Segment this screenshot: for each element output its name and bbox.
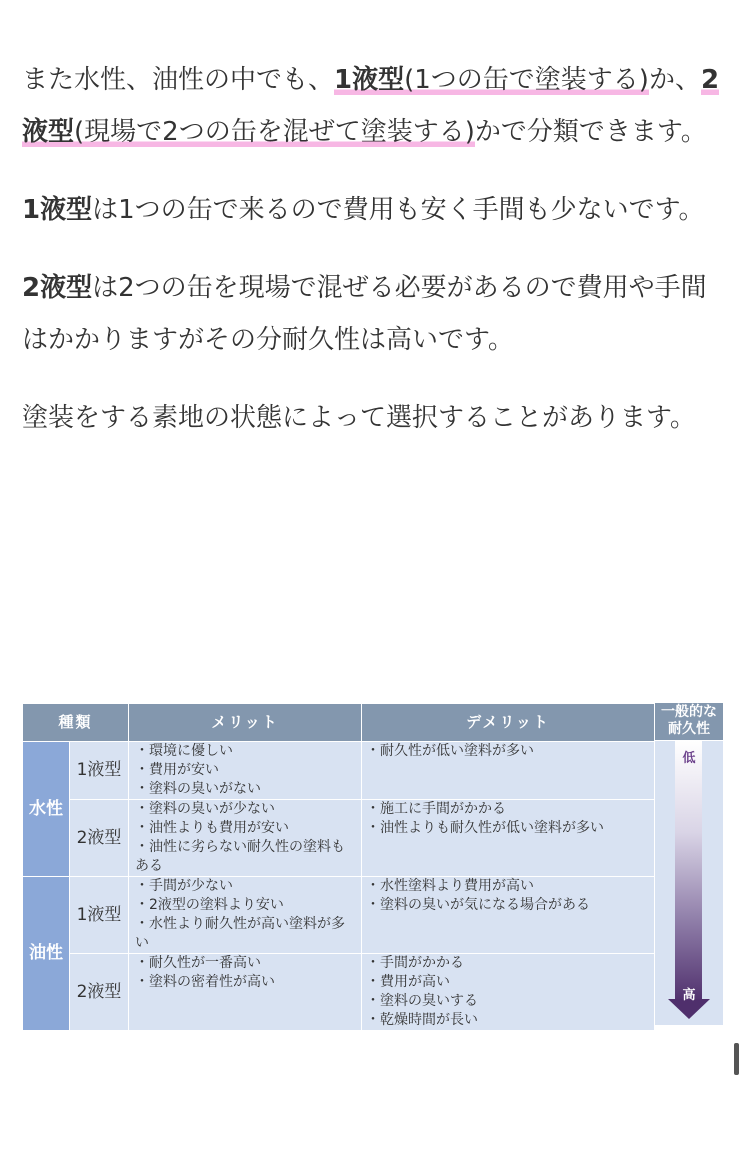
comparison-table-image	[22, 703, 723, 1028]
highlight-2-liquid-desc: (現場で2つの缶を混ぜて塗装する)	[74, 117, 475, 147]
table-row	[23, 954, 655, 1031]
list-item: ・耐久性が一番高い	[135, 955, 262, 971]
list-item: ・塗料の臭いする	[366, 993, 479, 1009]
demerit-cell	[362, 954, 655, 1031]
text: かで分類できます。	[474, 117, 707, 147]
list-item: ・塗料の密着性が高い	[135, 974, 276, 990]
table-row	[23, 742, 655, 800]
list-item: ・水性より耐久性が高い塗料が多い	[135, 916, 346, 951]
merit-cell	[129, 800, 362, 877]
term-1-liquid: 1液型	[22, 195, 93, 225]
type-cell: 1液型	[70, 742, 129, 800]
demerit-cell	[362, 877, 655, 954]
list-item: ・耐久性が低い塗料が多い	[366, 743, 535, 759]
list-item: ・環境に優しい	[135, 743, 234, 759]
list-item: ・塗料の臭いが気になる場合がある	[366, 897, 591, 913]
header-durability-line2: 耐久性	[668, 721, 710, 737]
list-item: ・油性よりも費用が安い	[135, 820, 290, 836]
durability-body	[655, 741, 723, 1025]
table-row	[23, 800, 655, 877]
merit-cell	[129, 742, 362, 800]
list-item: ・施工に手間がかかる	[366, 801, 507, 817]
text: 塗装をする素地の状態によって選択することがあります。	[22, 403, 696, 433]
list-item: ・2液型の塗料より安い	[135, 897, 284, 913]
text: また水性、油性の中でも、	[22, 65, 335, 95]
paragraph-1-liquid	[22, 184, 722, 236]
list-item: ・塗料の臭いがない	[135, 781, 262, 797]
list-item: ・乾燥時間が長い	[366, 1012, 479, 1028]
list-item: ・費用が安い	[135, 762, 220, 778]
paragraph-2-liquid	[22, 262, 722, 366]
text: は1つの缶で来るので費用も安く手間も少ないです。	[92, 195, 705, 225]
list-item: ・手間が少ない	[135, 878, 234, 894]
header-durability-line1: 一般的な	[661, 704, 717, 720]
durability-low-label: 低	[682, 751, 696, 766]
list-item: ・油性に劣らない耐久性の塗料もある	[135, 839, 346, 874]
article-body	[22, 54, 722, 470]
merit-cell	[129, 877, 362, 954]
type-cell: 1液型	[70, 877, 129, 954]
table-row	[23, 877, 655, 954]
durability-gradient-bar	[675, 741, 702, 1003]
list-item: ・手間がかかる	[366, 955, 465, 971]
list-item: ・費用が高い	[366, 974, 451, 990]
text: か、	[648, 65, 701, 95]
text: は2つの缶を現場で混ぜる必要があるので費用や手間はかかりますがその分耐久性は高いです。	[22, 273, 707, 355]
type-cell: 2液型	[70, 954, 129, 1031]
term-2-liquid: 2液型	[22, 273, 93, 303]
merit-cell	[129, 954, 362, 1031]
durability-high-label: 高	[682, 988, 696, 1003]
paragraph-substrate	[22, 392, 722, 444]
highlight-1-liquid: 1液型	[334, 65, 405, 95]
header-kind: 種類	[23, 704, 129, 742]
highlight-2-liquid: 2液型	[22, 65, 720, 147]
list-item: ・水性塗料より費用が高い	[366, 878, 535, 894]
comparison-table	[22, 703, 655, 1031]
header-demerit: デメリット	[362, 704, 655, 742]
header-merit: メリット	[129, 704, 362, 742]
group-water: 水性	[23, 742, 70, 877]
demerit-cell	[362, 800, 655, 877]
demerit-cell	[362, 742, 655, 800]
table-header-row	[23, 704, 655, 742]
scrollbar-thumb[interactable]	[734, 1043, 739, 1075]
highlight-1-liquid-desc: (1つの缶で塗装する)	[404, 65, 649, 95]
paragraph-types	[22, 54, 722, 158]
list-item: ・油性よりも耐久性が低い塗料が多い	[366, 820, 605, 836]
group-oil: 油性	[23, 877, 70, 1031]
type-cell: 2液型	[70, 800, 129, 877]
header-durability	[655, 703, 723, 740]
list-item: ・塗料の臭いが少ない	[135, 801, 276, 817]
durability-column	[655, 703, 723, 1025]
